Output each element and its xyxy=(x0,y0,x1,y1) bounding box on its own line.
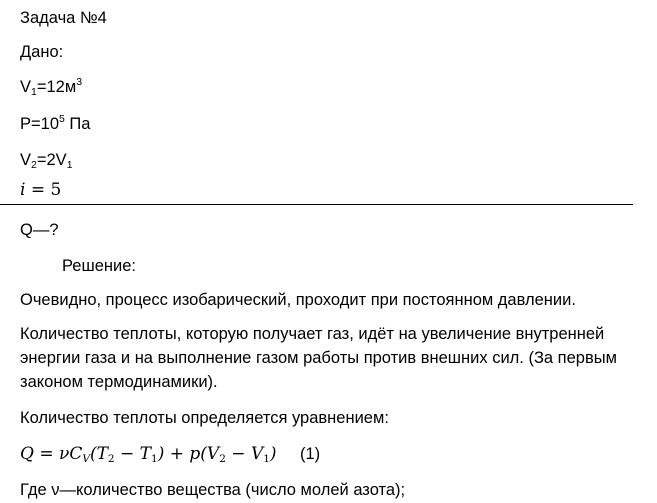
given-i: i = 5 xyxy=(20,180,62,200)
task-title: Задача №4 xyxy=(20,9,107,27)
solution-heading: Решение: xyxy=(62,257,136,275)
given-label: Дано: xyxy=(20,43,64,61)
given-v1: $V_1=12м^3$ xyxy=(20,76,83,98)
paragraph-2: Количество теплоты, которую получает газ, идёт на увеличение внутренней энергии газа и на выполнение газом работы против внешних сил. (За первым законом термодинамики). xyxy=(20,325,617,391)
equation-number: (1) xyxy=(299,445,321,463)
find-line: Q—? xyxy=(20,221,59,239)
paragraph-4: Где ν—количество вещества (число молей азота); xyxy=(20,481,406,499)
paragraph-3: Количество теплоты определяется уравнением: xyxy=(20,409,389,427)
given-v2: $V_2=2V_1$ xyxy=(20,151,73,171)
paragraph-1: Очевидно, процесс изобарический, проходит при постоянном давлении. xyxy=(20,291,576,309)
given-divider xyxy=(0,204,633,205)
given-pressure: $P=10^5$ Па xyxy=(20,113,91,133)
equation-1: $Q = \nu C_V(T_2 - T_1) + p(V_2 - V_1)$ (1) xyxy=(20,444,321,465)
